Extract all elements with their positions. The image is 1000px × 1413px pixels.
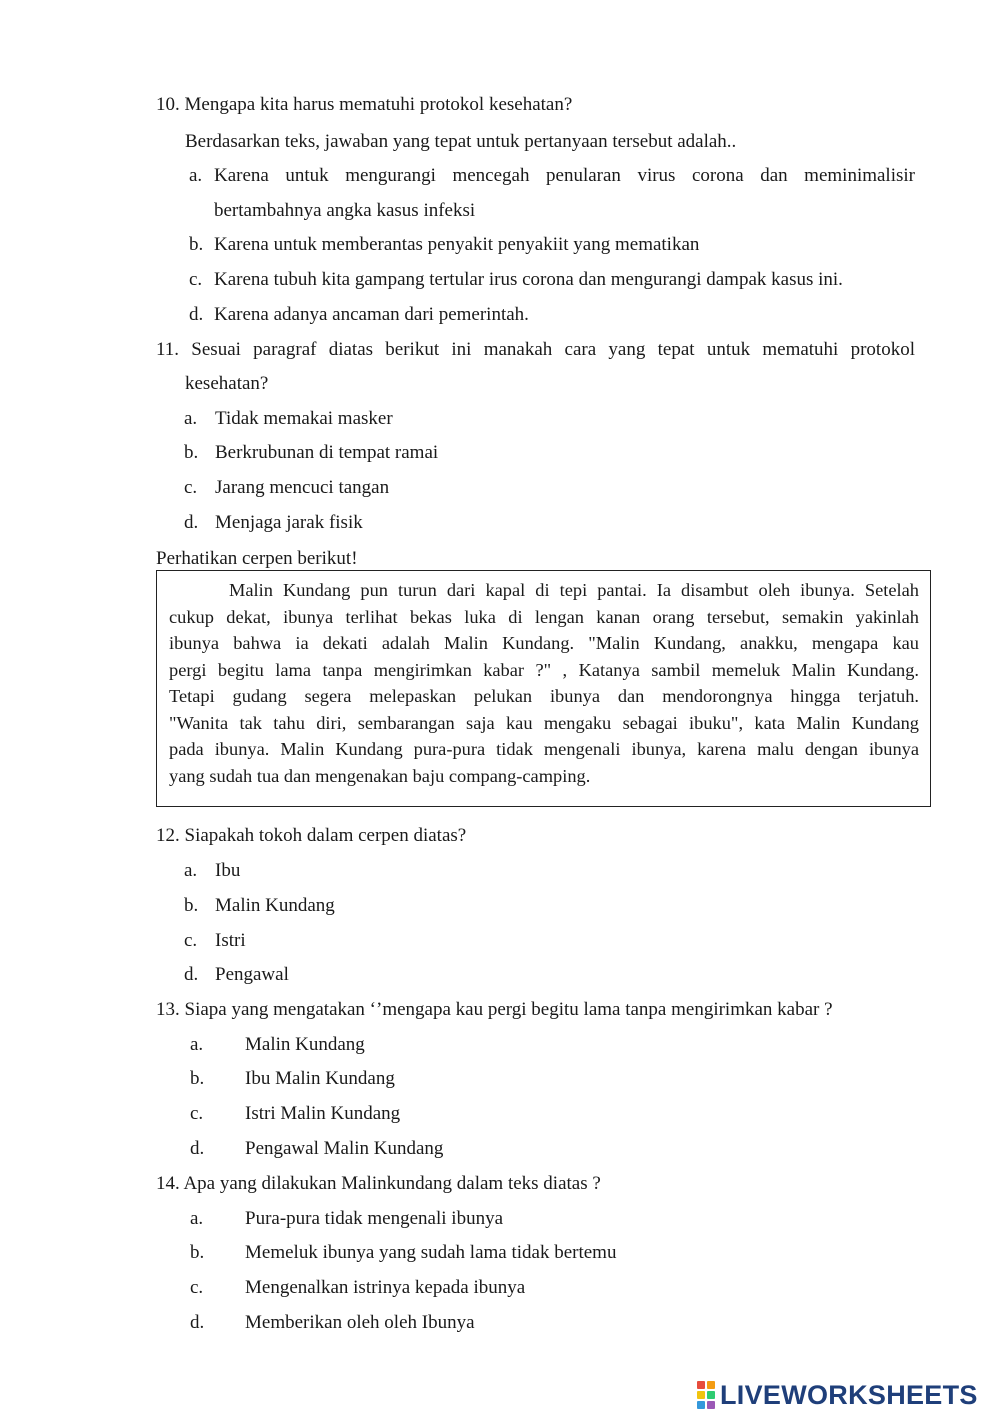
story-box [156, 570, 931, 807]
option-text[interactable]: Tidak memakai masker [215, 408, 393, 429]
option-letter: c. [190, 1103, 204, 1124]
option-letter: b. [184, 442, 199, 463]
story-line: "Wanita tak tahu diri, sembarangan saja kau mengaku sebagai ibuku", kata Malin Kundang [169, 713, 919, 733]
option-text[interactable]: Karena untuk memberantas penyakit penyakiit yang mematikan [214, 234, 700, 255]
logo-square [707, 1391, 715, 1399]
option-text[interactable]: Malin Kundang [245, 1034, 365, 1055]
option-text[interactable]: Berkrubunan di tempat ramai [215, 442, 439, 463]
story-line: ibunya bahwa ia dekati adalah Malin Kundang. "Malin Kundang, anakku, mengapa kau [169, 633, 919, 653]
option-letter: b. [190, 1068, 205, 1089]
story-line: Tetapi gudang segera melepaskan pelukan ibunya dan mendorongnya hingga terjatuh. [169, 686, 919, 706]
option-letter: d. [190, 1138, 205, 1159]
story-line: cukup dekat, ibunya terlihat bekas luka di lengan kanan orang tersebut, semakin yakinlah [169, 607, 919, 627]
option-text[interactable]: Pura-pura tidak mengenali ibunya [245, 1208, 504, 1229]
option-letter: b. [184, 895, 199, 916]
option-text[interactable]: Karena adanya ancaman dari pemerintah. [214, 304, 529, 325]
story-line: Malin Kundang pun turun dari kapal di tepi pantai. Ia disambut oleh ibunya. Setelah [229, 580, 919, 600]
option-letter: a. [184, 860, 198, 881]
question-11: 11. Sesuai paragraf diatas berikut ini manakah cara yang tepat untuk mematuhi protokol [156, 339, 915, 360]
option-letter: c. [189, 269, 203, 290]
option-text[interactable]: Memeluk ibunya yang sudah lama tidak bertemu [245, 1242, 617, 1263]
option-text[interactable]: Pengawal [215, 964, 289, 985]
option-letter: c. [184, 930, 198, 951]
option-text-continued: bertambahnya angka kasus infeksi [214, 200, 476, 221]
story-line: pergi begitu lama tanpa mengirimkan kabar ?" , Katanya sambil memeluk Malin Kundang. [169, 660, 919, 680]
logo-square [697, 1391, 705, 1399]
option-letter: b. [189, 234, 204, 255]
option-text[interactable]: Istri [215, 930, 246, 951]
logo-square [707, 1401, 715, 1409]
option-letter: c. [190, 1277, 204, 1298]
story-intro: Perhatikan cerpen berikut! [156, 548, 358, 569]
question-13: 13. Siapa yang mengatakan ‘’mengapa kau pergi begitu lama tanpa mengirimkan kabar ? [156, 999, 833, 1020]
option-text[interactable]: Menjaga jarak fisik [215, 512, 363, 533]
option-text[interactable]: Karena tubuh kita gampang tertular irus corona dan mengurangi dampak kasus ini. [214, 269, 843, 290]
option-letter: b. [190, 1242, 205, 1263]
logo-square [697, 1401, 705, 1409]
question-10-prompt: Berdasarkan teks, jawaban yang tepat untuk pertanyaan tersebut adalah.. [185, 131, 737, 152]
logo-mark-icon [697, 1381, 715, 1409]
option-text[interactable]: Ibu Malin Kundang [245, 1068, 395, 1089]
option-letter: d. [184, 512, 199, 533]
option-letter: d. [184, 964, 199, 985]
option-letter: a. [190, 1208, 204, 1229]
option-text[interactable]: Memberikan oleh oleh Ibunya [245, 1312, 475, 1333]
option-text[interactable]: Pengawal Malin Kundang [245, 1138, 444, 1159]
question-10: 10. Mengapa kita harus mematuhi protokol kesehatan? [156, 94, 573, 115]
liveworksheets-logo[interactable] [697, 1380, 978, 1410]
question-14: 14. Apa yang dilakukan Malinkundang dalam teks diatas ? [156, 1173, 601, 1194]
option-text[interactable]: Karena untuk mengurangi mencegah penularan virus corona dan meminimalisir [214, 165, 915, 186]
story-line: pada ibunya. Malin Kundang pura-pura tidak mengenali ibunya, karena malu dengan ibunya [169, 739, 919, 759]
option-letter: a. [189, 165, 203, 186]
question-11-continued: kesehatan? [185, 373, 269, 394]
option-letter: c. [184, 477, 198, 498]
option-letter: d. [189, 304, 204, 325]
option-letter: d. [190, 1312, 205, 1333]
logo-text: LIVEWORKSHEETS [720, 1379, 978, 1410]
option-text[interactable]: Jarang mencuci tangan [215, 477, 390, 498]
option-text[interactable]: Mengenalkan istrinya kepada ibunya [245, 1277, 526, 1298]
question-12: 12. Siapakah tokoh dalam cerpen diatas? [156, 825, 467, 846]
logo-square [707, 1381, 715, 1389]
option-text[interactable]: Istri Malin Kundang [245, 1103, 401, 1124]
option-text[interactable]: Ibu [215, 860, 241, 881]
option-text[interactable]: Malin Kundang [215, 895, 335, 916]
story-line: yang sudah tua dan mengenakan baju compang-camping. [169, 766, 591, 786]
option-letter: a. [184, 408, 198, 429]
logo-square [697, 1381, 705, 1389]
option-letter: a. [190, 1034, 204, 1055]
